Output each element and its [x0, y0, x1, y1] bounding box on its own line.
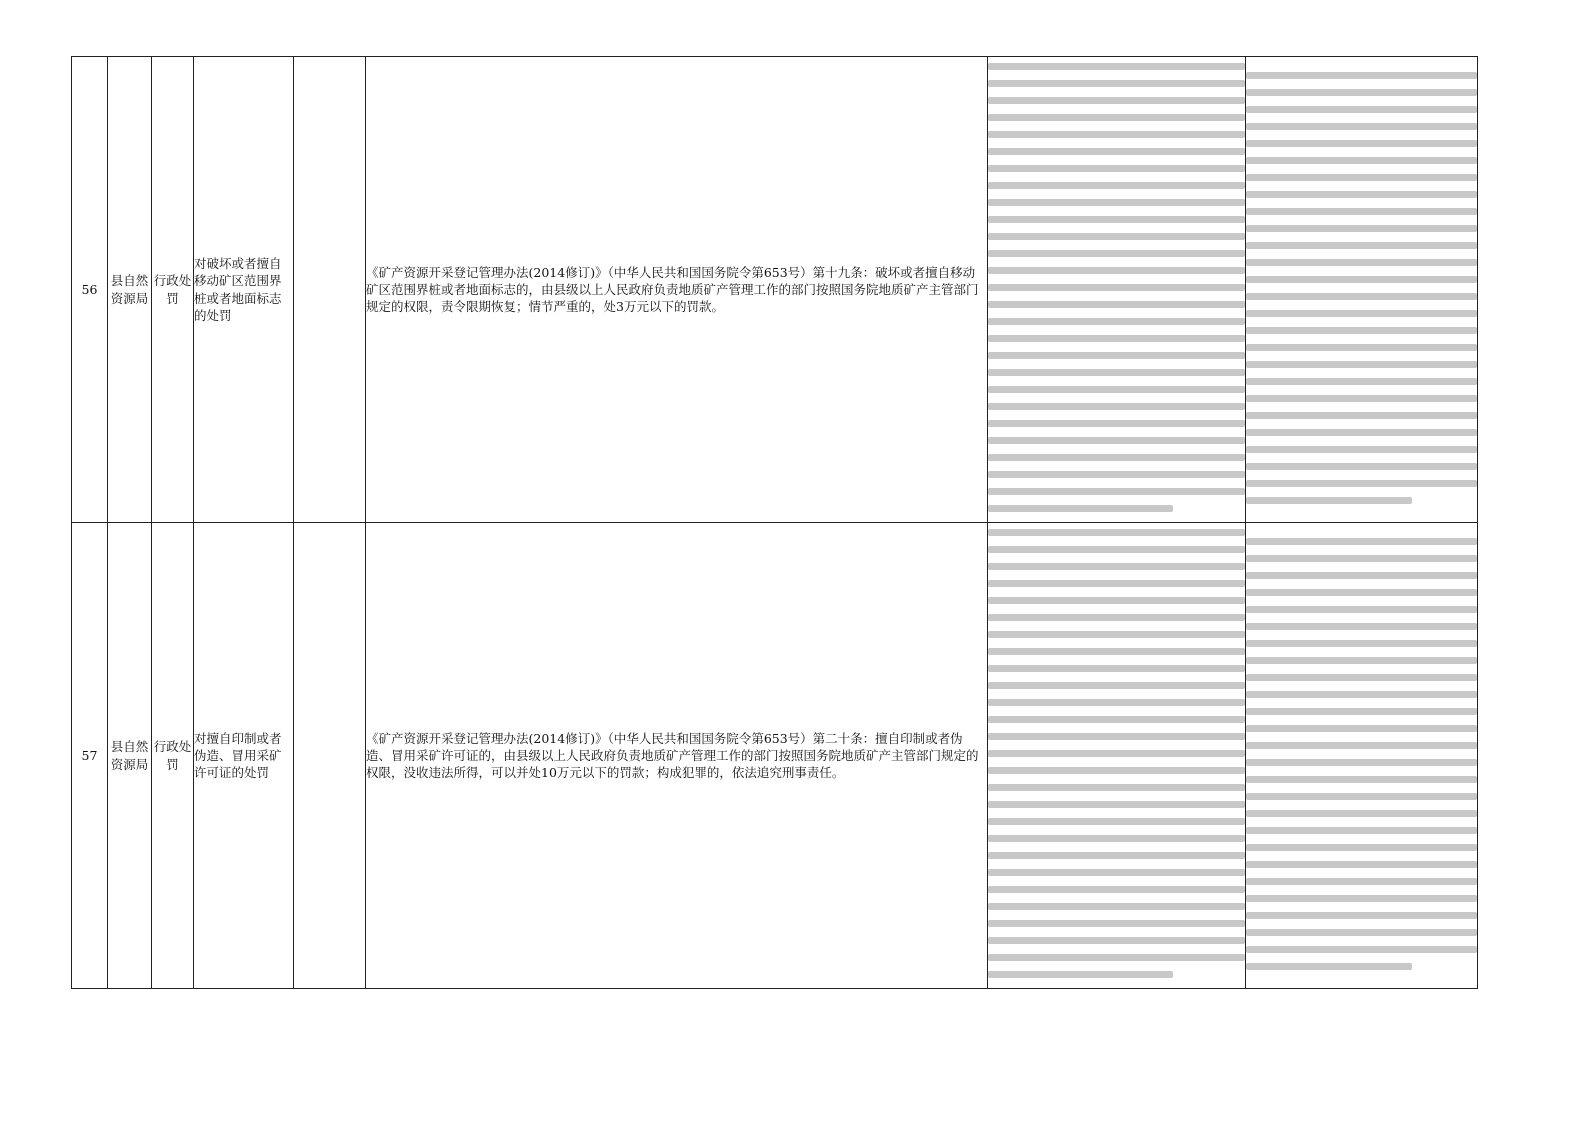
power-list-table: [71, 56, 1478, 989]
sub-item-cell: [294, 523, 366, 989]
accountability-cell: [1246, 57, 1478, 523]
sub-item-cell: [294, 57, 366, 523]
department-cell: 县自然资源局: [108, 523, 152, 989]
row-number: 56: [72, 57, 108, 523]
table-row: [72, 57, 1478, 523]
power-type-cell: 行政处罚: [152, 523, 194, 989]
table-row: [72, 523, 1478, 989]
legal-basis-cell: 《矿产资源开采登记管理办法(2014修订)》（中华人民共和国国务院令第653号）第二十条：擅自印制或者伪造、冒用采矿许可证的，由县级以上人民政府负责地质矿产管理工作的部门按照国务院地质矿产主管部门规定的权限，没收违法所得，可以并处10万元以下的罚款；构成犯罪的，依法追究刑事责任。: [366, 523, 988, 989]
responsibility-cell: [988, 523, 1246, 989]
power-type-cell: 行政处罚: [152, 57, 194, 523]
item-name-cell: 对擅自印制或者伪造、冒用采矿许可证的处罚: [194, 523, 294, 989]
row-number: 57: [72, 523, 108, 989]
responsibility-cell: [988, 57, 1246, 523]
accountability-cell: [1246, 523, 1478, 989]
department-cell: 县自然资源局: [108, 57, 152, 523]
item-name-cell: 对破坏或者擅自移动矿区范围界桩或者地面标志的处罚: [194, 57, 294, 523]
legal-basis-cell: 《矿产资源开采登记管理办法(2014修订)》（中华人民共和国国务院令第653号）第十九条：破坏或者擅自移动矿区范围界桩或者地面标志的，由县级以上人民政府负责地质矿产管理工作的部门按照国务院地质矿产主管部门规定的权限，责令限期恢复；情节严重的，处3万元以下的罚款。: [366, 57, 988, 523]
